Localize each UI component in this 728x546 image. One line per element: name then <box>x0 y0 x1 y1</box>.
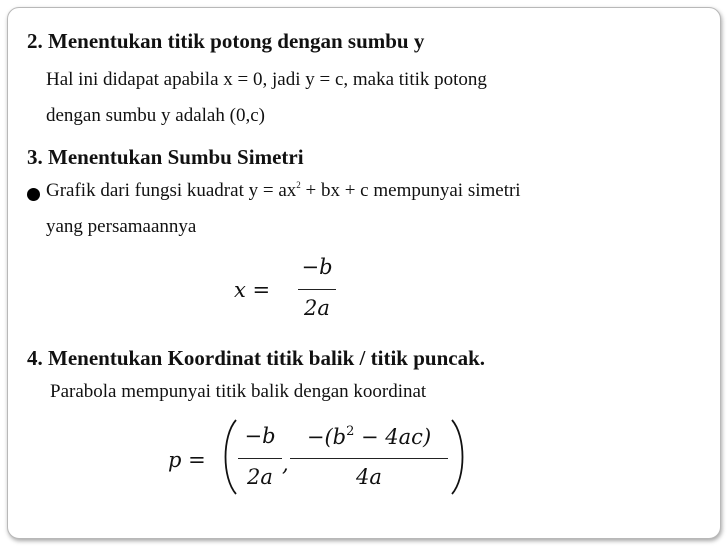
section-4-line-1: Parabola mempunyai titik balik dengan koordinat <box>50 381 427 402</box>
bullet-exponent: 2 <box>296 180 301 190</box>
vertex-formula-lhs: p = <box>168 448 206 472</box>
frac2-num-a: −(b <box>306 425 347 449</box>
vertex-frac2-numerator <box>290 424 448 449</box>
vertex-frac1-numerator: −b <box>244 424 276 448</box>
axis-formula-denominator: 2a <box>304 296 330 320</box>
right-paren <box>448 418 470 496</box>
section-2-line-2: dengan sumbu y adalah (0,c) <box>46 105 265 126</box>
bullet-text-a: Grafik dari fungsi kuadrat y = ax <box>46 180 297 201</box>
bullet-icon <box>27 188 40 201</box>
section-2-heading: 2. Menentukan titik potong dengan sumbu y <box>27 29 425 53</box>
frac2-num-b: − 4ac) <box>354 425 432 449</box>
vertex-frac1-denominator: 2a <box>247 465 273 489</box>
axis-formula-numerator: −b <box>301 255 333 279</box>
vertex-frac2-denominator: 4a <box>356 465 382 489</box>
axis-formula-lhs: x = <box>234 278 271 302</box>
left-paren <box>218 418 240 496</box>
vertex-frac1-bar <box>238 458 282 459</box>
section-3-bullet-text <box>46 180 521 202</box>
bullet-text-b: + bx + c mempunyai simetri <box>300 180 521 201</box>
section-4-heading: 4. Menentukan Koordinat titik balik / titik puncak. <box>27 346 486 370</box>
frac2-num-exponent: 2 <box>346 424 355 439</box>
section-3-line-2: yang persamaannya <box>46 216 197 237</box>
section-2-line-1: Hal ini didapat apabila x = 0, jadi y = c, maka titik potong <box>46 69 487 90</box>
axis-formula-fraction-bar <box>298 289 336 290</box>
vertex-comma: , <box>282 452 289 476</box>
vertex-frac2-bar <box>290 458 448 459</box>
section-3-heading: 3. Menentukan Sumbu Simetri <box>27 145 304 169</box>
